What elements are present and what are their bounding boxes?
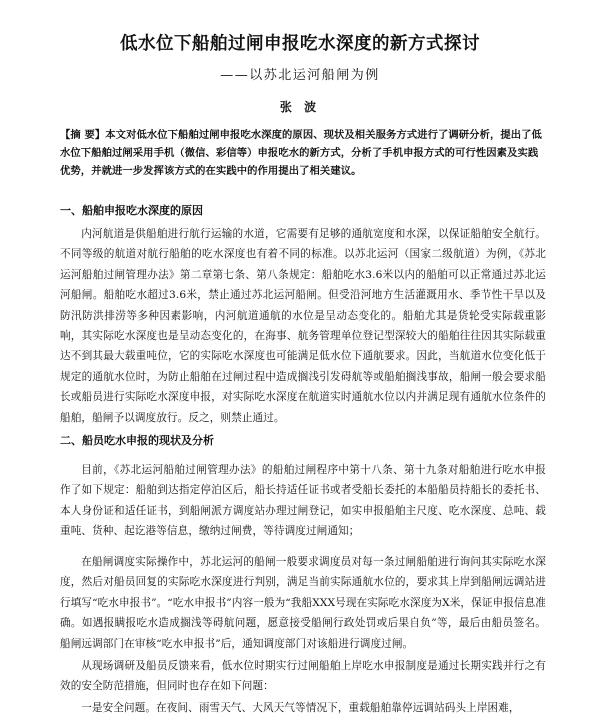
abstract-label: 【摘 要】 (60, 129, 106, 141)
abstract-text: 本文对低水位下船舶过闸申报吃水深度的原因、现状及相关服务方式进行了调研分析，提出了低水位下船舶过闸采用手机（微信、彩信等）申报吃水的新方式，分析了手机申报方式的可行性因素及实践优势，并就进一步发挥该方式的在实践中的作用提出了相关建议。 (60, 129, 542, 177)
section-1-paragraph-1: 内河航道是供船舶进行航行运输的水道，它需要有足够的通航宽度和水深，以保证船舶安全航行。不同等级的航道对航行船舶的吃水深度也有着不同的标准。以苏北运河（国家二级航道）为例，《苏北运河船舶过闸管理办法》第二章第七条、第八条规定：船舶吃水3.6米以内的船舶可以正常通过苏北运河船闸。船舶吃水超过3.6米，禁止通过苏北运河船闸。但受沿河地方生活灌溉用水、季节性干旱以及防汛防洪排涝等多种因素影响，内河航道通航的水位是呈动态变化的。船舶尤其是货轮受实际载重影响，其实际吃水深度也是呈动态变化的，在海事、航务管理单位登记型深较大的船舶往往因其实际载重达不到其最大载重吨位，它的实际吃水深度也可能满足低水位下通航要求。因此，当航道水位变化低于规定的通航水位时，为防止船舶在过闸过程中造成搁浅引发碍航等或船舶搁浅事故，船闸一般会要求船长或船员进行实际吃水深度申报，对实际吃水深度在航道实时通航水位以内并满足现有通航水位条件的船舶，船闸予以调度放行。反之，则禁止通过。 (60, 228, 546, 424)
author-name: 张 波 (279, 100, 321, 114)
abstract (60, 126, 546, 180)
section-heading-2: 二、船员吃水申报的现状及分析 (60, 434, 214, 447)
section-2-paragraph-4: 一是安全问题。在夜间、雨雪天气、大风天气等情况下，重载船舶靠停远调站码头上岸困难， (81, 702, 520, 714)
paper-subtitle: ——以苏北运河船闸为例 (220, 68, 380, 83)
paper-title: 低水位下船舶过闸申报吃水深度的新方式探讨 (120, 34, 480, 54)
section-heading-1: 一、船舶申报吃水深度的原因 (60, 204, 203, 217)
section-2-paragraph-1: 目前，《苏北运河船舶过闸管理办法》的船舶过闸程序中第十八条、第十九条对船舶进行吃水申报作了如下规定：船舶到达指定停泊区后，船长持适任证书或者受船长委托的本船船员持船长的委托书、本人身份证和适任证书，到船闸派方调度站办理过闸登记，如实申报船舶主尺度、吃水深度、总吨、载重吨、货种、起讫港等信息，缴纳过闸费，等待调度过闸通知； (60, 464, 546, 538)
section-2-paragraph-2: 在船闸调度实际操作中，苏北运河的船闸一般要求调度员对每一条过闸船舶进行询问其实际吃水深度，然后对船员回复的实际吃水深度进行判别，满足当前实际通航水位的，要求其上岸到船闸远调站进行填写“吃水申报书”。“吃水申报书”内容一般为“我船XXX号现在实际吃水深度为X米，保证申报信息准确。如遇报瞒报吃水造成搁浅等碍航问题，愿意接受船闸行政处罚或后果自负”等，最后由船员签名。船闸远调部门在审核“吃水申报书”后，通知调度部门对该船进行调度过闸。 (60, 556, 546, 650)
section-2-paragraph-3: 从现场调研及船员反馈来看，低水位时期实行过闸船舶上岸吃水申报制度是通过长期实践并行之有效的安全防范措施，但同时也存在如下问题： (60, 660, 546, 693)
